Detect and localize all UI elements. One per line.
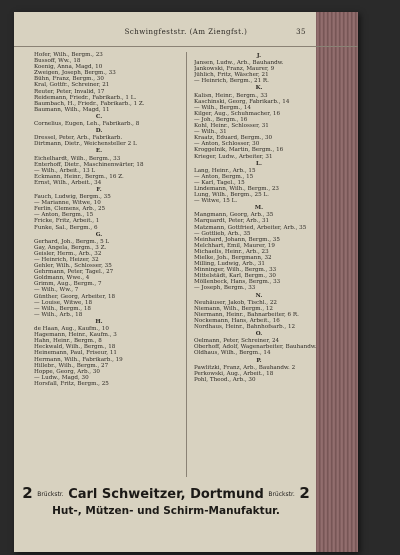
resident-entry: Minninger, Wilh., Bergm., 33 <box>194 267 277 274</box>
resident-entry: Oberhoff, Adolf, Wagenarbeiter, Bauhandw. <box>194 344 317 351</box>
left-column <box>34 52 164 387</box>
resident-entry: — Wilh., Arb., 18 <box>34 311 83 318</box>
resident-entry: — Heinrich, Heizer, 32 <box>34 257 99 263</box>
resident-entry: Jühlich, Fritz, Wäscher, 21 <box>194 72 269 79</box>
resident-entry: Hoppe, Georg, Arb., 30 <box>34 368 100 375</box>
resident-entry: — Wilh., Bergm., 14 <box>194 104 251 111</box>
resident-entry: Koenig, Anna, Magd, 10 <box>34 64 103 71</box>
resident-entry: Cornelius, Eugen, Leh., Fabrikarb., 8 <box>34 121 140 128</box>
resident-entry: Gay, Angela, Bergm., 3 Z. <box>34 244 107 251</box>
resident-entry: — Witwe, 15 L. <box>194 198 238 205</box>
resident-entry: Horsfall, Fritz, Bergm., 25 <box>34 380 109 387</box>
resident-entry: Pohl, Theod., Arb., 30 <box>194 376 256 383</box>
resident-entry: Lang, Heinr., Arb., 15 <box>194 167 256 174</box>
resident-entry: Gerhard, Joh., Bergm., 5 L <box>34 238 110 245</box>
resident-entry: Dirtmann, Dietr., Weichensteller 2 L <box>34 141 137 148</box>
resident-entry: Hillebr., Wilh., Bergm., 27 <box>34 362 109 369</box>
resident-entry: Nordhaus, Heinr., Bahnhofsarb., 12 <box>194 324 296 331</box>
resident-entry: Gehrmann, Peter, Tagel., 27 <box>34 269 114 276</box>
resident-entry: Kalisn, Heinr., Bergm., 33 <box>194 92 268 99</box>
section-letter: O. <box>255 331 263 338</box>
section-letter: H. <box>95 318 103 325</box>
resident-entry: Dressel, Peter, Arb., Fabrikarb. <box>34 135 123 142</box>
resident-entry: Kroggelnik, Martin, Bergm., 16 <box>194 147 284 154</box>
resident-entry: Heckwald, Wilh., Bergm., 18 <box>34 344 116 351</box>
resident-entry: Jankowski, Franz, Maurer, 9 <box>194 66 275 73</box>
resident-entry: Baumann, Wilh., Magd, 11 <box>34 106 110 113</box>
page-header <box>14 24 358 47</box>
resident-entry: Reuter, Peter, Invalid, 17 <box>34 88 105 95</box>
section-letter: F. <box>96 186 102 193</box>
resident-entry: — Marianne, Witwe, 10 <box>34 200 101 207</box>
resident-entry: — Ludw., Magd, 30 <box>34 374 89 381</box>
resident-entry: — Joh., Bergm., 16 <box>194 116 248 123</box>
directory-page <box>14 12 358 552</box>
resident-entry: Günther, Georg, Arbeiter, 18 <box>34 293 116 300</box>
section-letter: L. <box>256 160 262 167</box>
resident-entry: Kral, Gottfr., Schreiner, 21 <box>34 82 110 89</box>
resident-entry: Pawlitzki, Franz, Arb., Bauhandw. 2 <box>194 364 296 371</box>
section-letter: E. <box>95 148 103 155</box>
resident-entry: Milling, Ludwig, Arb., 31 <box>194 261 265 268</box>
resident-entry: Marquardt, Peter, Arb., 31 <box>194 218 270 225</box>
resident-entry: Kraatz, Eduard, Bergm., 30 <box>194 135 273 142</box>
resident-entry: Baumbach, H., Friedr., Fabrikarb., 1 Z. <box>34 100 145 107</box>
page-number: 35 <box>296 28 306 36</box>
resident-entry: Goldmann, Wwe., 4 <box>34 275 90 282</box>
resident-entry: — Gottlieb, Arb., 35 <box>194 230 251 237</box>
resident-entry: Kohl, Heinr., Schlosser, 31 <box>194 123 269 130</box>
ad-number-right: 2 <box>299 484 310 502</box>
ad-number-left: 2 <box>22 484 33 502</box>
resident-entry: — Karl, Tagel., 15 <box>194 179 245 186</box>
ad-brand: Carl Schweitzer, Dortmund <box>68 487 264 502</box>
right-column <box>194 52 324 383</box>
resident-entry: — Anton, Bergm., 15 <box>34 212 94 219</box>
resident-entry: Nockemann, Hans, Arbeit., 16 <box>194 317 280 324</box>
resident-entry: Oelmann, Peter, Schreiner, 24 <box>194 338 280 345</box>
section-letter: G. <box>95 231 103 238</box>
resident-entry: Melchhart, Emil, Maurer, 19 <box>194 242 275 249</box>
resident-entry: Bühn, Franz, Bergm., 30 <box>34 76 104 83</box>
column-divider <box>186 52 187 477</box>
resident-entry: Fauch, Ludwig, Bergm., 35 <box>34 194 111 201</box>
resident-entry: — Anton, Schlosser, 30 <box>194 141 260 148</box>
resident-entry: Michaelis, Heinr., Arb., 23 <box>194 248 269 255</box>
ad-side-label-right: Brückstr. <box>268 491 295 498</box>
resident-entry: Lindemann, Wilh., Bergm., 23 <box>194 185 279 192</box>
resident-entry: Perkowski, Aug., Arbeit., 18 <box>194 370 274 377</box>
resident-entry: Jansen, Ludw., Arb., Bauhandw. <box>194 60 284 67</box>
resident-entry: Mittelstädt, Karl, Bergm., 30 <box>194 273 276 280</box>
section-letter: J. <box>256 53 262 59</box>
page-title: Schwingfeststr. (Am Ziengfst.) <box>124 28 248 36</box>
ad-tagline: Hut-, Mützen- und Schirm-Manufaktur. <box>52 505 280 517</box>
resident-entry: de Haan, Aug., Kaufm., 10 <box>34 326 109 333</box>
resident-entry: Ferlin, Clemens, Arb., 25 <box>34 206 106 213</box>
section-letter: P. <box>256 357 262 364</box>
resident-entry: — Wilh., 31 <box>194 129 227 136</box>
resident-entry: Zweigen, Joseph, Bergm., 33 <box>34 70 116 77</box>
resident-entry: — Joseph, Bergm., 33 <box>194 285 256 292</box>
resident-entry: Funke, Sal., Bergm., 6 <box>34 224 98 231</box>
resident-entry: Eichelhardt, Wilh., Bergm., 33 <box>34 155 121 162</box>
resident-entry: Grimm, Aug., Bergm., 7 <box>34 281 102 288</box>
resident-entry: Hahn, Heinr., Bergm., 8 <box>34 338 102 345</box>
resident-entry: Fricke, Fritz, Arbeit., 1 <box>34 218 100 225</box>
resident-entry: Hermann, Wilh., Fabrikarb., 19 <box>34 356 123 363</box>
advertisement <box>20 484 312 534</box>
resident-entry: Möllenbeck, Hans, Bergm., 33 <box>194 279 281 286</box>
resident-entry: Niermann, Heinr., Bahnarbeiter, 6 R. <box>194 311 299 318</box>
resident-entry: Lung, Wilh., Bergm., 25 L. <box>194 192 269 199</box>
resident-entry: Matzmann, Gottfried, Arbeiter, Arb., 35 <box>194 224 307 231</box>
resident-entry: Kaschinski, Georg, Fabrikarb., 14 <box>194 98 290 105</box>
section-letter: D. <box>95 128 103 135</box>
resident-entry: Ernst, Wilh., Arbeit., 34 <box>34 179 102 186</box>
resident-entry: Neuhäuser, Jakob, Tischl., 22 <box>194 299 277 306</box>
resident-entry: Oldhaus, Wilh., Bergm., 14 <box>194 350 271 357</box>
resident-entry: Kilger, Aug., Schuhmacher, 16 <box>194 110 281 117</box>
resident-entry: Mangmann, Georg, Arb., 35 <box>194 212 274 219</box>
resident-entry: Krieger, Ludw., Arbeiter, 31 <box>194 153 273 160</box>
resident-entry: — Wilh., Ww., 7 <box>34 287 79 294</box>
section-letter: K. <box>255 85 263 92</box>
resident-entry: Reidemann, Friedr., Fabrikarb., 1 L. <box>34 94 137 101</box>
resident-entry: Enterhoff, Dietr., Maschinenwärter, 18 <box>34 161 144 168</box>
resident-entry: Heinemann, Paul, Friseur, 11 <box>34 350 117 357</box>
resident-entry: Mielke, Joh., Bergmann, 32 <box>194 255 272 261</box>
resident-entry: Hagemann, Heinr., Kaufm., 3 <box>34 332 117 339</box>
resident-entry: Bussoff, Ww., 18 <box>34 58 81 65</box>
ad-brand-line <box>20 484 312 502</box>
resident-entry: — Louise, Witwe, 18 <box>34 299 93 306</box>
resident-entry: Hofer, Wilh., Bergm., 23 <box>34 52 103 58</box>
resident-entry: — Anton, Bergm., 15 <box>194 173 254 180</box>
resident-entry: — Wilh., Bergm., 18 <box>34 305 91 312</box>
section-letter: N. <box>255 292 263 299</box>
section-letter: M. <box>254 205 264 212</box>
resident-entry: — Wilh., Arbeit., 13 L <box>34 167 96 174</box>
resident-entry: Gehler, Wilh., Schlosser, 35 <box>34 263 112 270</box>
resident-entry: — Heinrich, Bergm., 21 R. <box>194 78 269 85</box>
resident-entry: Geisler, Herm., Arb., 32 <box>34 250 102 257</box>
resident-entry: Eckmann, Heinr., Bergm., 16 Z. <box>34 173 124 180</box>
resident-entry: Meinhard, Johann, Bergm., 35 <box>194 236 280 243</box>
resident-entry: Niemann, Wilh., Bergm., 12 <box>194 305 273 312</box>
section-letter: C. <box>95 113 103 120</box>
ad-side-label-left: Brückstr. <box>37 491 64 498</box>
